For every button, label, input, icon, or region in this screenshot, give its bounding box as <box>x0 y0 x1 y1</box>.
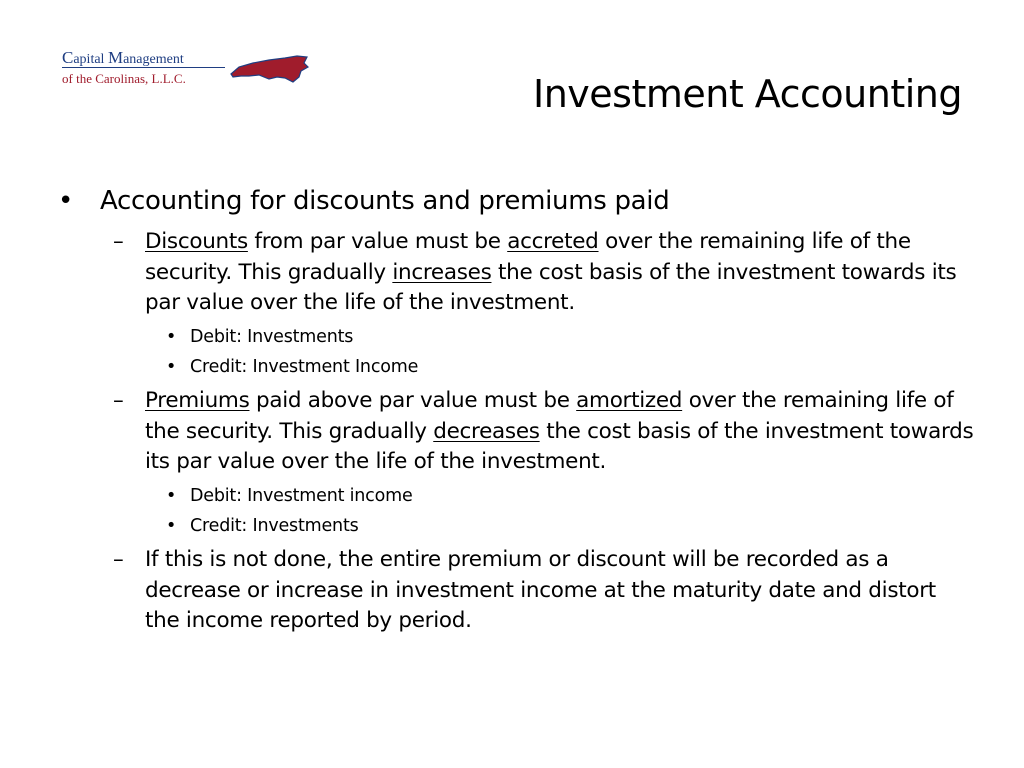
term-amortized: amortized <box>576 388 683 413</box>
main-bullet <box>58 183 670 219</box>
dot-marker: • <box>166 327 177 347</box>
journal-entry-item: • Debit: Investment income <box>166 486 413 506</box>
note-item <box>113 545 975 637</box>
term-accreted: accreted <box>507 229 599 254</box>
term-premiums: Premiums <box>145 388 250 413</box>
north-carolina-map-icon <box>229 52 309 84</box>
dash-marker: – <box>113 229 124 254</box>
term-decreases: decreases <box>433 418 540 444</box>
main-bullet-text: Accounting for discounts and premiums paid <box>100 186 670 216</box>
premiums-item: – Premiums paid above par value must be amortized over the remaining life of the security. This gradually decreases the cost basis of the investment towards its par value over the life of the investment. <box>113 388 974 474</box>
journal-entry-item: • Debit: Investments <box>166 327 354 347</box>
term-increases: increases <box>392 259 492 285</box>
dot-marker: • <box>166 486 177 506</box>
journal-entry-item: • Credit: Investment Income <box>166 357 419 377</box>
logo-company-name: Capital Management <box>62 48 184 67</box>
dash-marker: – <box>113 547 124 572</box>
term-discounts: Discounts <box>145 229 248 254</box>
logo-rule <box>62 67 225 68</box>
note-text: If this is not done, the entire premium or discount will be recorded as a decrease or increase in investment income at the maturity date and distort the income reported by period. <box>145 547 936 633</box>
slide-title: Investment Accounting <box>532 72 962 116</box>
journal-entry-item: • Credit: Investments <box>166 516 359 536</box>
logo-tagline: of the Carolinas, L.L.C. <box>62 71 186 86</box>
dot-marker: • <box>166 516 177 536</box>
discounts-item: – Discounts from par value must be accreted over the remaining life of the security. This gradually increases the cost basis of the investment towards its par value over the life of the investment. <box>113 229 957 315</box>
company-logo <box>62 50 322 90</box>
dot-marker: • <box>166 357 177 377</box>
bullet-marker: • <box>58 186 74 216</box>
dash-marker: – <box>113 388 124 413</box>
